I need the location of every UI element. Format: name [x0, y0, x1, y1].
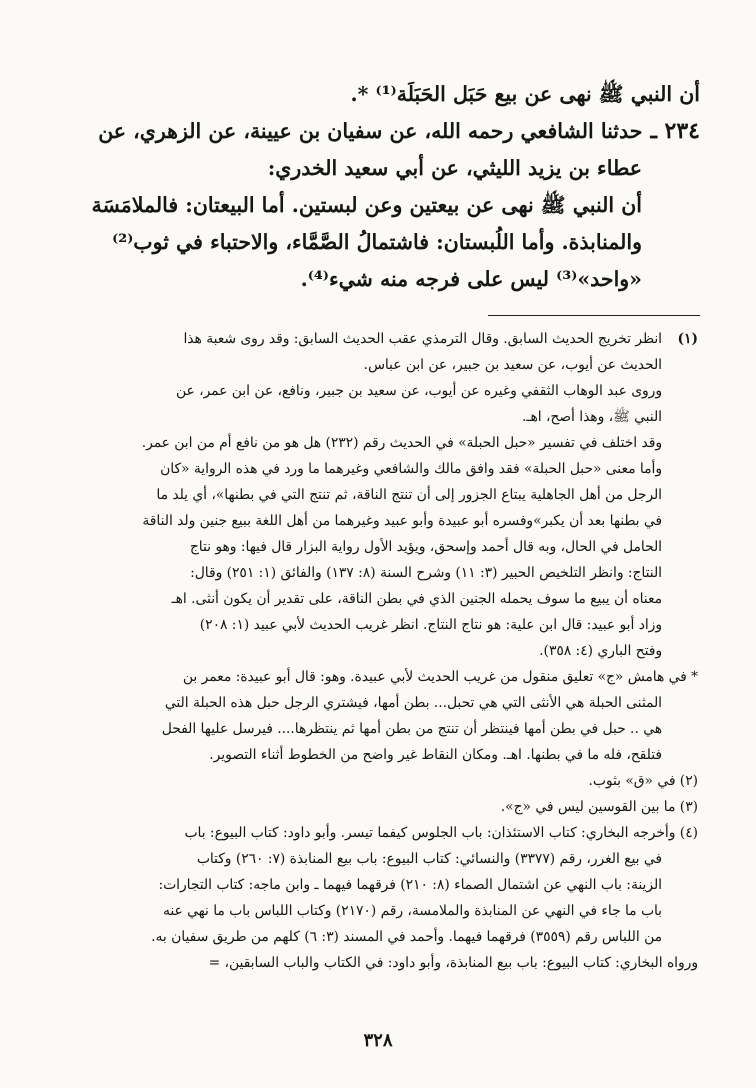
footnote-line: انظر تخريج الحديث السابق. وقال الترمذي عقب الحديث السابق: وقد روى شعبة هذا	[183, 331, 662, 347]
footnote-3: (٣) ما بين القوسين ليس في «ج».	[500, 799, 698, 815]
hadith-number: ٢٣٤ ـ	[650, 118, 700, 144]
footnote-line: ورواه البخاري: كتاب البيوع: باب بيع المنابذة، وأبو داود: في الكتاب والباب السابقين، =	[208, 955, 698, 971]
footnote-line: الرجل من أهل الجاهلية يبتاع الجزور إلى أن تنتج الناقة، ثم تنتج التي في بطنها»، أي يلد ما	[156, 487, 662, 503]
footnote-1	[52, 326, 698, 352]
footnote-line: النتاج: وانظر التلخيص الحبير (٣: ١١) وشرح السنة (٨: ١٣٧) والفائق (١: ٢٥١) وقال:	[190, 565, 662, 581]
hadith-text-line-1: أن النبي ﷺ نهى عن بيعتين وعن لبستين. أما البيعتان: فالملامَسَة	[91, 193, 642, 217]
footnote-divider	[488, 315, 700, 316]
footnote-line: وأما معنى «حبل الحبلة» فقد وافق مالك والشافعي وغيرهما ما ورد في هذه الرواية «كان	[160, 461, 662, 477]
star-note-line: * في هامش «ج» تعليق منقول من غريب الحديث لأبي عبيدة. وهو: قال أبو عبيدة: معمر بن	[182, 669, 698, 685]
footnote-line: الحديث عن أيوب، عن سعيد بن جبير، عن ابن عباس.	[363, 357, 662, 373]
footnote-line: في بيع الغرر، رقم (٣٣٧٧) والنسائي: كتاب البيوع: باب بيع المنابذة (٧: ٢٦٠) وكتاب	[196, 851, 662, 867]
footnote-line: وروى عبد الوهاب الثقفي وغيره عن أيوب، عن سعيد بن جبير، ونافع، عن ابن عمر، عن	[176, 383, 662, 399]
hadith-text-line-2: والمنابذة. وأما اللُبستان: فاشتمالُ الصَّمَّاء، والاحتباء في ثوب⁽²⁾	[112, 230, 642, 254]
star-note-line: هي .. حبل في بطن أمها فينتظر أن تنتج من بطن أمها ثم ينتظرها.... فيرسل عليها الفحل	[161, 721, 662, 737]
hadith-chain-line-2: عطاء بن يزيد الليثي، عن أبي سعيد الخدري:	[267, 156, 642, 180]
footnote-2: (٢) في «ق» بثوب.	[588, 773, 698, 789]
hadith-text-line-3: «واحد»⁽³⁾ ليس على فرجه منه شيء⁽⁴⁾.	[300, 267, 642, 291]
footnote-4: (٤) وأخرجه البخاري: كتاب الاستئذان: باب الجلوس كيفما تيسر. وأبو داود: كتاب البيوع: باب	[184, 825, 698, 841]
footnote-line: وفتح الباري (٤: ٣٥٨).	[539, 643, 662, 659]
footnote-line: الزينة: باب النهي عن اشتمال الصماء (٨: ٢١٠) فرقهما فيهما ـ وابن ماجه: كتاب التجارات:	[158, 877, 662, 893]
star-note-line: فتلقح، فله ما في بطنها. اهـ. ومكان النقاط غير واضح من الخطوط أثناء التصوير.	[209, 747, 662, 763]
star-note-line: المثنى الحبلة هي الأنثى التي هي تحبل... بطن أمها، فيشتري الرجل حبل هذه الحبلة التي	[164, 695, 662, 711]
hadith-chain-line-1: حدثنا الشافعي رحمه الله، عن سفيان بن عيينة، عن الزهري، عن	[98, 119, 643, 143]
hadith-233-ending: أن النبي ﷺ نهى عن بيع حَبَل الحَبَلَة⁽¹⁾ *.	[350, 82, 700, 106]
footnote-line: وزاد أبو عبيد: قال ابن علية: هو نتاج النتاج. انظر غريب الحديث لأبي عبيد (١: ٢٠٨)	[199, 617, 662, 633]
main-text	[52, 76, 700, 298]
footnote-1-number: (١)	[677, 331, 698, 347]
hadith-234-heading	[52, 113, 700, 150]
footnote-line: في بطنها بعد أن يكبر»وفسره أبو عبيدة وأبو عبيد وغيرهما من أهل اللغة ببيع جنين ولد الناقة	[142, 513, 662, 529]
footnote-line: معناه أن يبيع ما سوف يحمله الجنين الذي في بطن الناقة، على تقدير أن يكون أنثى. اهـ	[171, 591, 662, 607]
footnotes	[52, 326, 698, 976]
footnote-line: النبي ﷺ، وهذا أصح، اهـ.	[522, 409, 662, 425]
footnote-line: باب ما جاء في النهي عن المنابذة والملامسة، رقم (٢١٧٠) وكتاب اللباس باب ما نهي عنه	[162, 903, 662, 919]
footnote-line: وقد اختلف في تفسير «حبل الحبلة» في الحديث رقم (٢٣٢) هل هو من نافع أم من ابن عمر.	[141, 435, 662, 451]
footnote-line: الحامل في الحال، وبه قال أحمد وإسحق، ويؤيد الأول رواية البزار قال فيها: وهو نتاج	[189, 539, 662, 555]
footnote-line: من اللباس رقم (٣٥٥٩) فرقهما فيهما. وأحمد في المسند (٣: ٦) كلهم من طريق سفيان به.	[151, 929, 662, 945]
page-number: ٣٢٨	[363, 1030, 393, 1051]
